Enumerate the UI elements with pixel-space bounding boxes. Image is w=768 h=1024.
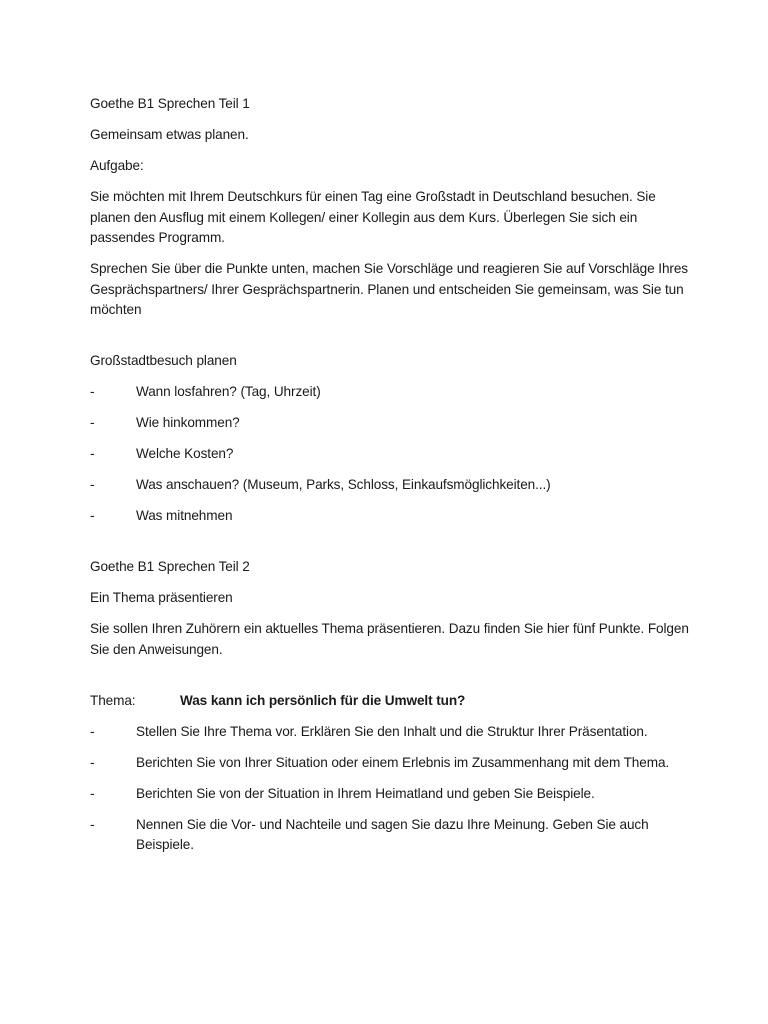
teil1-paragraph-2: Sprechen Sie über die Punkte unten, machen Sie Vorschläge und reagieren Sie auf Vorschläge Ihres Gesprächspartners/ Ihrer Gesprächspartnerin. Planen und entscheiden Sie gemeinsam, was Sie tun möchten <box>90 261 688 317</box>
list-item-text: Was mitnehmen <box>136 508 233 523</box>
list-item <box>90 413 690 434</box>
list-item-text: Stellen Sie Ihre Thema vor. Erklären Sie den Inhalt und die Struktur Ihrer Präsentation. <box>136 723 648 739</box>
bullet-dash: - <box>90 384 95 399</box>
bullet-dash: - <box>90 508 95 523</box>
list-item <box>90 753 690 774</box>
list-item <box>90 815 690 856</box>
teil2-list <box>90 722 690 856</box>
list-item <box>90 722 690 743</box>
spacer <box>90 671 690 691</box>
teil2-paragraph-1: Sie sollen Ihren Zuhörern ein aktuelles Thema präsentieren. Dazu finden Sie hier fünf Punkte. Folgen Sie den Anweisungen. <box>90 621 689 657</box>
bullet-dash: - <box>90 785 95 801</box>
list-item-text: Berichten Sie von Ihrer Situation oder einem Erlebnis im Zusammenhang mit dem Thema. <box>136 754 670 770</box>
spacer <box>90 537 690 557</box>
teil1-paragraph-1: Sie möchten mit Ihrem Deutschkurs für einen Tag eine Großstadt in Deutschland besuchen. Sie planen den Ausflug mit einem Kollegen/ einer Kollegin aus dem Kurs. Überlegen Sie sich ein passendes Programm. <box>90 189 656 245</box>
list-item-text: Nennen Sie die Vor- und Nachteile und sagen Sie dazu Ihre Meinung. Geben Sie auch Beispiele. <box>136 816 649 852</box>
list-item-text: Welche Kosten? <box>136 446 234 461</box>
thema-value: Was kann ich persönlich für die Umwelt tun? <box>180 692 466 708</box>
bullet-dash: - <box>90 816 95 832</box>
teil1-subheading: Gemeinsam etwas planen. <box>90 127 249 142</box>
document-page <box>90 94 690 866</box>
bullet-dash: - <box>90 446 95 461</box>
teil2-heading: Goethe B1 Sprechen Teil 2 <box>90 559 250 574</box>
list-item-text: Wann losfahren? (Tag, Uhrzeit) <box>136 384 321 399</box>
list-item <box>90 506 690 527</box>
bullet-dash: - <box>90 754 95 770</box>
thema-label: Thema: <box>90 692 136 708</box>
list-item <box>90 475 690 496</box>
list-item-text: Wie hinkommen? <box>136 415 240 430</box>
list-item-text: Was anschauen? (Museum, Parks, Schloss, Einkaufsmöglichkeiten...) <box>136 477 551 492</box>
teil1-list-title: Großstadtbesuch planen <box>90 353 237 368</box>
teil2-subheading: Ein Thema präsentieren <box>90 590 233 605</box>
thema-line <box>90 691 690 712</box>
teil1-list <box>90 382 690 527</box>
teil1-heading: Goethe B1 Sprechen Teil 1 <box>90 96 250 111</box>
bullet-dash: - <box>90 477 95 492</box>
list-item <box>90 784 690 805</box>
spacer <box>90 331 690 351</box>
list-item <box>90 382 690 403</box>
bullet-dash: - <box>90 723 95 739</box>
bullet-dash: - <box>90 415 95 430</box>
aufgabe-label: Aufgabe: <box>90 158 144 173</box>
list-item <box>90 444 690 465</box>
list-item-text: Berichten Sie von der Situation in Ihrem Heimatland und geben Sie Beispiele. <box>136 785 595 801</box>
